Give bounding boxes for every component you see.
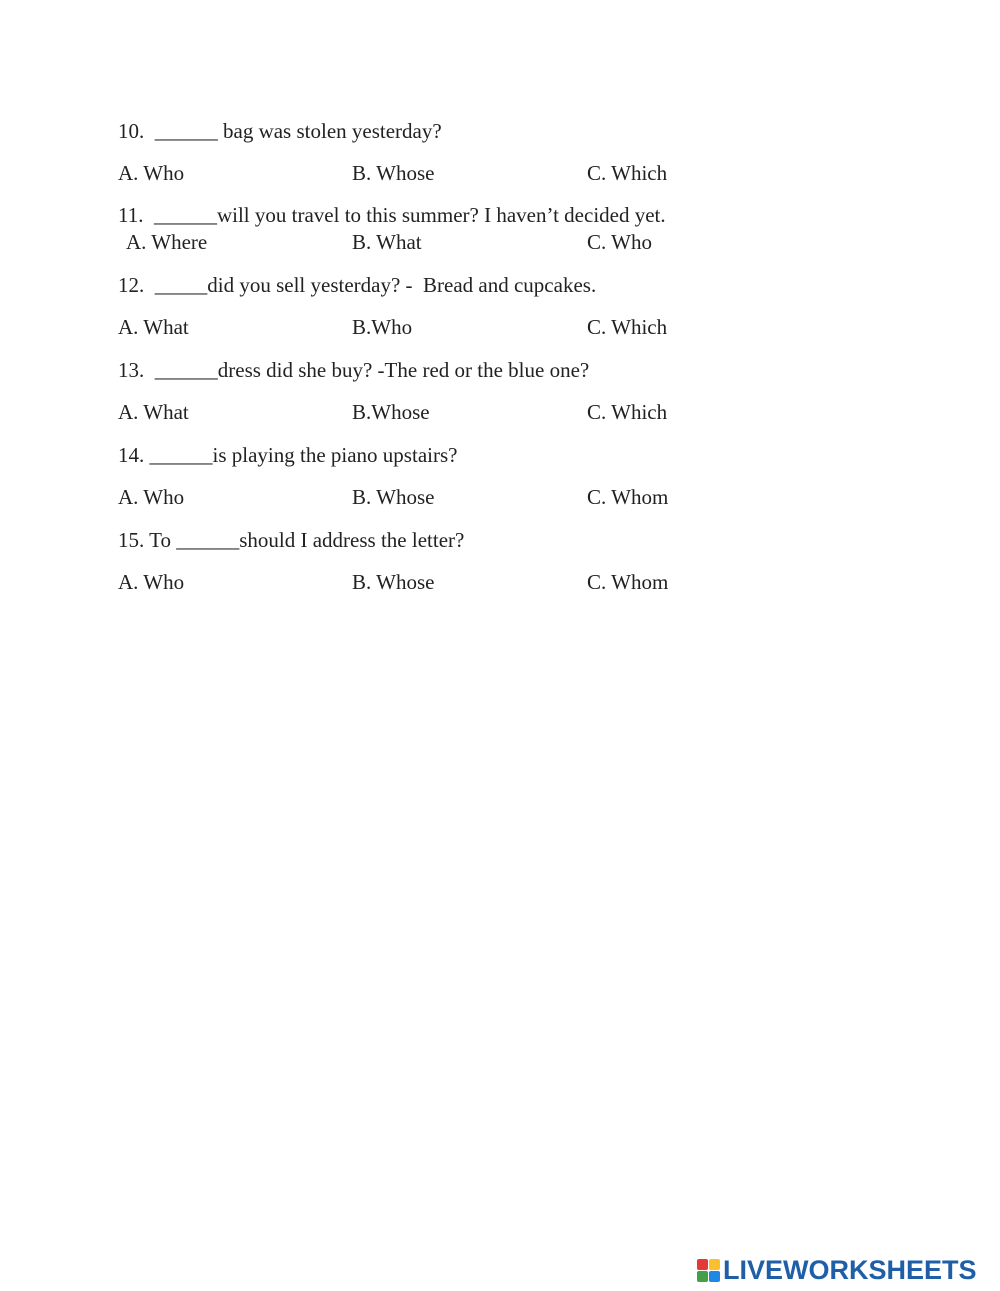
question-10-option-a[interactable]: A. Who <box>118 161 185 185</box>
question-14-option-c[interactable]: C. Whom <box>587 485 669 509</box>
question-11-stem: 11. ______will you travel to this summer? I haven’t decided yet. <box>118 203 666 227</box>
question-11-option-a[interactable]: A. Where <box>126 230 208 254</box>
question-13-option-b[interactable]: B.Whose <box>352 400 430 424</box>
question-15-stem: 15. To ______should I address the letter? <box>118 528 465 552</box>
question-15-option-c[interactable]: C. Whom <box>587 570 669 594</box>
question-10-option-c[interactable]: C. Which <box>587 161 668 185</box>
question-10-stem: 10. ______ bag was stolen yesterday? <box>118 119 442 143</box>
question-11-option-c[interactable]: C. Who <box>587 230 652 254</box>
question-12-option-c[interactable]: C. Which <box>587 315 668 339</box>
question-14-option-b[interactable]: B. Whose <box>352 485 435 509</box>
logo-square-e <box>709 1271 720 1282</box>
question-14-option-a[interactable]: A. Who <box>118 485 185 509</box>
logo-square-i <box>709 1259 720 1270</box>
question-12-option-a[interactable]: A. What <box>118 315 189 339</box>
logo-square-l <box>697 1259 708 1270</box>
question-12-option-b[interactable]: B.Who <box>352 315 413 339</box>
liveworksheets-watermark <box>697 1255 977 1285</box>
question-15-option-a[interactable]: A. Who <box>118 570 185 594</box>
question-13-stem: 13. ______dress did she buy? -The red or the blue one? <box>118 358 590 382</box>
logo-square-v <box>697 1271 708 1282</box>
question-10-option-b[interactable]: B. Whose <box>352 161 435 185</box>
liveworksheets-logo-icon <box>697 1259 720 1282</box>
brand-name: LIVEWORKSHEETS <box>723 1254 977 1285</box>
question-15-option-b[interactable]: B. Whose <box>352 570 435 594</box>
question-12-stem: 12. _____did you sell yesterday? - Bread and cupcakes. <box>118 273 597 297</box>
question-11-option-b[interactable]: B. What <box>352 230 422 254</box>
question-13-option-a[interactable]: A. What <box>118 400 189 424</box>
question-13-option-c[interactable]: C. Which <box>587 400 668 424</box>
question-14-stem: 14. ______is playing the piano upstairs? <box>118 443 458 467</box>
